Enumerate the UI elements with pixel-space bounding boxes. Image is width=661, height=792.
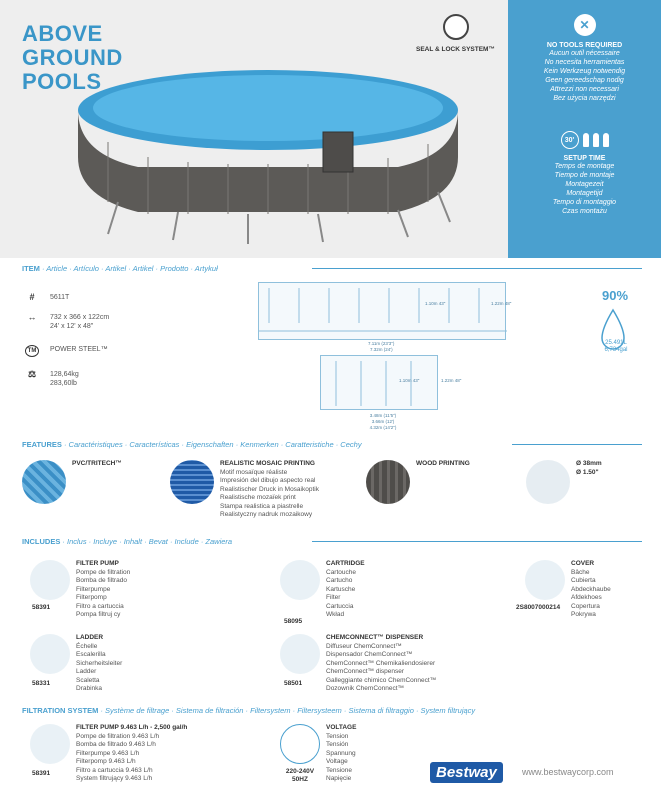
spec-line: 732 x 366 x 122cm [50,314,110,321]
feature-title: PVC/TRITECH™ [72,460,122,467]
include-line: Filterpomp [76,594,107,601]
include-line: Pompe de filtration [76,568,131,576]
spec-line: 283,60lb [50,380,77,387]
include-line: Abdeckhaube [571,585,611,593]
voltage-line: Napięcie [326,775,352,782]
filtration-pump-title: FILTER PUMP 9.463 L/h - 2,500 gal/h [76,724,188,731]
voltage-line: Tensión [326,741,349,748]
no-tools-line: Bez użycia narzędzi [553,95,616,102]
feature-title: Ø 38mm [576,460,602,467]
hash-icon: # [29,292,35,302]
setup-line: Tempo di montaggio [552,199,617,206]
trademark-icon: TM [25,345,39,357]
divider [312,541,642,542]
feature-line: Realistische mozaïek print [220,494,296,501]
feature-line: Realistischer Druck in Mosaikoptik [220,485,319,493]
include-line: Copertura [571,602,600,610]
side-view-height-outer: 1.22m 48" [441,378,462,383]
dimensions-icon: ↔ [27,312,37,322]
fill-percent: 90% [602,288,629,303]
feature-line: Impresión del dibujo aspecto real [220,477,316,484]
filtration-pump-line: Bomba de filtrado 9.463 L/h [76,741,156,748]
include-title: CHEMCONNECT™ DISPENSER [326,634,424,641]
include-cartridge [280,560,365,620]
cartridge-thumb [280,560,320,600]
include-line: Dispensador ChemConnect™ [326,651,413,658]
filtration-pump-line: Filtro a cartuccia 9.463 L/h [76,766,153,774]
cover-thumb [525,560,565,600]
includes-header-bold: INCLUDES [22,537,61,546]
filtration-header-rest: · Système de filtrage · Sistema de filtración · Filtersystem · Filtersysteem · Sistema di filtraggio · System filtrujący [98,706,476,715]
include-line: Drabinka [76,685,103,692]
include-line: Filterpumpe [76,585,111,593]
ladder-thumb [30,634,70,674]
side-view-width-1: 3.48m (11'5") [369,413,397,418]
hero-banner [0,0,508,258]
top-view-width-outer: 7.32m (24') [370,347,393,352]
include-title: COVER [571,560,595,567]
plug-icon [280,724,320,764]
include-line: Ladder [76,668,97,675]
spec-line: 5611T [50,294,70,301]
include-line: Échelle [76,642,98,650]
feature-line: Stampa realistica a piastrelle [220,502,304,510]
filtration-pump-line: System filtrujący 9.463 L/h [76,775,153,782]
feature-title: WOOD PRINTING [416,460,470,467]
include-line: Pokrywa [571,611,596,618]
info-sidebar [508,0,661,258]
features-header-rest: · Caractéristiques · Características · Eigenschaften · Kenmerken · Caratteristiche · Cechy [61,440,362,449]
person-icon [593,133,599,147]
no-tools-heading: NO TOOLS REQUIRED [546,42,623,49]
feature-tube [526,460,602,504]
spec-line: 24' x 12' x 48" [50,323,94,330]
no-tools-line: Attrezzi non necessari [550,86,619,93]
include-line: ChemConnect™ dispenser [326,668,405,675]
seal-lock-label: SEAL & LOCK SYSTEM™ [416,46,495,53]
side-view-width-3: 4.32m (14'2") [369,425,397,430]
brand-url[interactable]: www.bestwaycorp.com [522,767,614,777]
include-code: 2S8007000214 [516,604,561,611]
item-section-header [22,264,218,273]
voltage-code-line: 220-240V [285,768,315,775]
seal-lock-icon [443,14,469,40]
capacity-gallons: 6,734gal [604,347,628,353]
include-line: Bâche [571,568,590,576]
include-line: Cartucho [326,577,353,584]
capacity-labels [600,340,632,354]
include-line: Wkład [326,611,345,618]
pool-image [68,62,468,247]
include-line: Diffuseur ChemConnect™ [326,642,402,650]
person-icon [603,133,609,147]
include-line: Scaletta [76,676,100,684]
chemconnect-thumb [280,634,320,674]
filtration-pump-thumb [30,724,70,764]
voltage-line: Tension [326,732,349,740]
voltage-line: Tensione [326,766,353,774]
setup-time-block [508,131,661,216]
no-tools-icon: ✕ [574,14,596,36]
top-view-width-inner: 7.11m (23'3") [368,341,395,346]
setup-line: Montagezeit [565,181,604,188]
setup-line: Montagetijd [566,190,603,197]
hero-title-line: POOLS [22,69,102,94]
seal-lock-badge [408,14,503,53]
tube-thumb [526,460,570,504]
divider [512,444,642,445]
side-view-width-labels [348,413,418,431]
setup-line: Tiempo de montaje [554,172,615,179]
spec-line: POWER STEEL™ [50,346,108,353]
include-line: Filter [326,594,341,601]
side-view-height-inner: 1.10m 43" [399,378,420,383]
include-line: Afdekhoes [571,594,602,601]
include-line: Escalerilla [76,651,106,658]
include-line: Cartuccia [326,602,354,610]
include-code: 58095 [284,618,303,625]
filtration-pump-line: Pompe de filtration 9.463 L/h [76,732,160,740]
include-line: Cartouche [326,568,356,576]
pool-side-view-diagram [320,355,462,410]
filtration-pump-line: Filterpomp 9.463 L/h [76,758,136,765]
includes-header-rest: · Inclus · Incluye · Inhalt · Bevat · Include · Zawiera [60,537,233,546]
person-icon [583,133,589,147]
setup-line: Temps de montage [554,163,615,170]
include-code: 58501 [284,680,303,687]
include-line: Filtro a cartuccia [76,602,124,610]
include-title: LADDER [76,634,104,641]
voltage-line: Voltage [326,758,348,765]
include-line: Kartusche [326,585,356,593]
side-view-lines [321,356,439,411]
include-title: CARTRIDGE [326,560,365,567]
include-chemconnect [280,634,436,694]
hero-title-line: GROUND [22,45,123,70]
voltage-line: Spannung [326,749,356,757]
voltage-title: VOLTAGE [326,724,357,731]
filtration-header-bold: FILTRATION SYSTEM [22,706,99,715]
include-code: 58391 [32,604,51,611]
no-tools-line: Kein Werkzeug notwendig [543,68,626,75]
feature-line: Ø 1.50" [576,468,599,476]
wood-thumb [366,460,410,504]
include-title: FILTER PUMP [76,560,119,567]
filtration-pump-line: Filterpumpe 9.463 L/h [76,749,140,757]
pvc-thumb [22,460,66,504]
feature-title: REALISTIC MOSAIC PRINTING [220,460,315,467]
capacity-liters: 25.491L [605,340,627,346]
pool-top-view-diagram [258,282,512,340]
include-line: Bomba de filtrado [76,577,127,584]
includes-section-header [22,537,232,546]
hero-title-line: ABOVE [22,21,103,46]
setup-icons [508,131,661,149]
include-line: Dozownik ChemConnect™ [326,685,405,692]
filtration-pump [30,724,187,784]
side-view-width-2: 3.66m (12') [371,419,395,424]
item-header-bold: ITEM [22,264,40,273]
item-header-rest: · Article · Artículo · Artikel · Artikel · Prodotto · Artykuł [39,264,218,273]
features-section-header [22,440,362,449]
include-line: Pompa filtruj cy [76,611,121,618]
divider [312,268,642,269]
spec-weight [22,370,79,388]
voltage-code [276,768,324,784]
filtration-section-header [22,706,475,715]
brand-logo: Bestway [430,762,503,783]
feature-line: Realistyczny nadruk mozaikowy [220,511,313,518]
setup-minutes-badge: 30' [561,131,579,149]
spec-line: 128,64kg [50,371,79,378]
include-line: Cubierta [571,577,596,584]
include-line: Sicherheitsleiter [76,659,123,667]
setup-heading: SETUP TIME [563,155,606,162]
feature-wood [366,460,470,504]
top-view-lines [259,283,507,341]
feature-line: Motif mosaïque réaliste [220,468,288,476]
weight-icon: ⚖ [27,369,37,379]
include-line: Galleggiante chimico ChemConnect™ [326,676,437,684]
top-view-height-outer: 1.22m 48" [491,301,512,306]
include-code: 58331 [32,680,51,687]
spec-dimensions [22,313,109,331]
no-tools-line: Geen gereedschap nodig [545,77,624,84]
no-tools-line: No necesita herramientas [544,59,625,66]
no-tools-line: Aucun outil nécessaire [549,50,620,57]
voltage-code-line: 50HZ [292,776,308,783]
features-header-bold: FEATURES [22,440,62,449]
feature-mosaic [170,460,319,520]
filter-pump-thumb [30,560,70,600]
feature-pvc [22,460,122,504]
include-line: ChemConnect™ Chemikaliendosierer [326,659,436,667]
filtration-pump-code: 58391 [32,770,51,777]
top-view-height-inner: 1.10m 43" [425,301,446,306]
spec-frame [22,345,108,357]
setup-line: Czas montażu [562,208,607,215]
spec-item-number [22,293,69,302]
mosaic-thumb [170,460,214,504]
